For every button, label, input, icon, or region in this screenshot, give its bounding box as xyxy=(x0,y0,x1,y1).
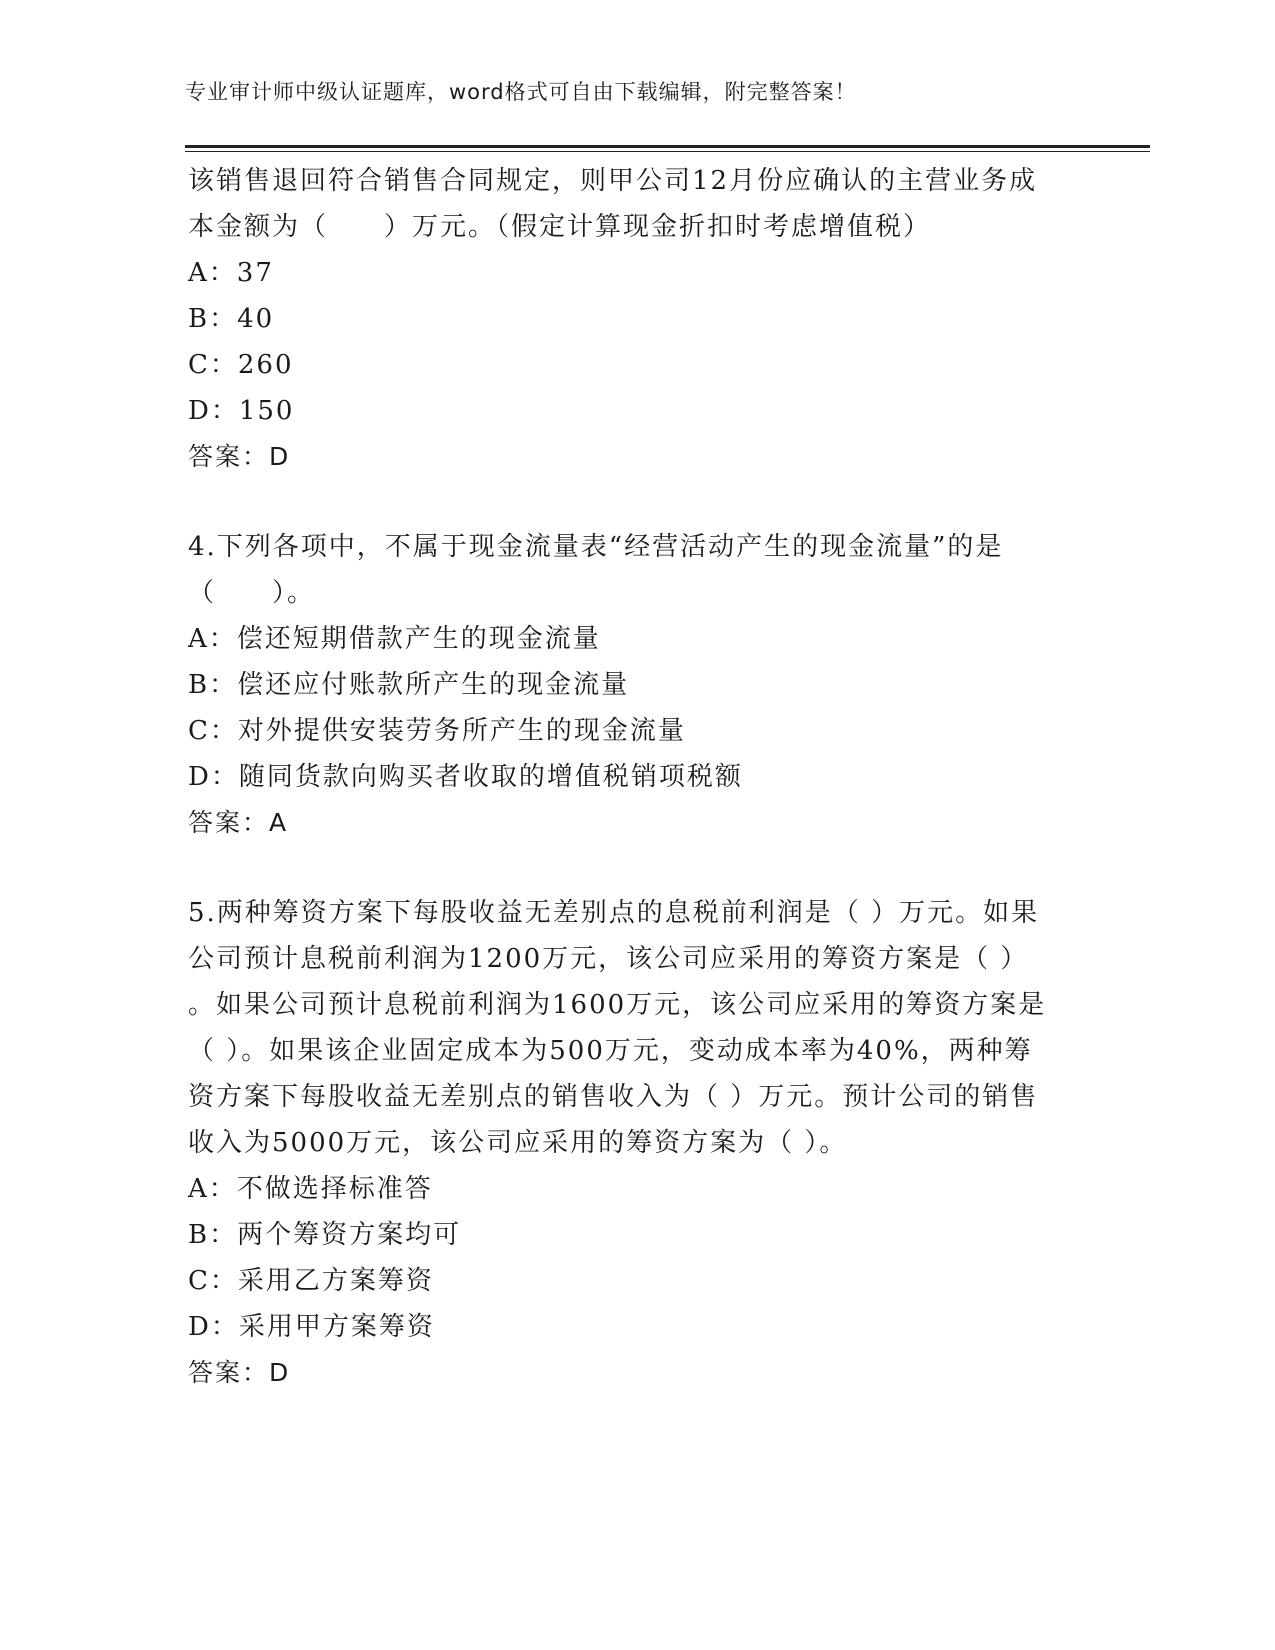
question-content xyxy=(188,158,1068,1396)
question-stem-line: 收入为5000万元，该公司应采用的筹资方案为（ ）。 xyxy=(188,1128,848,1158)
question-3 xyxy=(188,158,1068,480)
question-stem-line: 5.两种筹资方案下每股收益无差别点的息税前利润是（ ）万元。如果 xyxy=(188,898,1040,928)
option-a: A：偿还短期借款产生的现金流量 xyxy=(188,624,601,654)
header-rule-thick xyxy=(185,145,1150,148)
question-stem-line: 公司预计息税前利润为1200万元，该公司应采用的筹资方案是（ ） xyxy=(188,944,1029,974)
question-stem-line: （ ）。 xyxy=(188,578,316,608)
question-stem-line: 本金额为（ ）万元。（假定计算现金折扣时考虑增值税） xyxy=(188,212,932,242)
answer-label: 答案：D xyxy=(188,442,291,471)
option-d: D：150 xyxy=(188,396,295,426)
option-b: B：40 xyxy=(188,304,275,334)
header-rule-thin xyxy=(185,151,1150,152)
question-stem-line: （ ）。如果该企业固定成本为500万元，变动成本率为40%，两种筹 xyxy=(188,1036,1033,1066)
option-a: A：不做选择标准答 xyxy=(188,1174,433,1204)
option-d: D：采用甲方案筹资 xyxy=(188,1312,435,1342)
question-5 xyxy=(188,890,1068,1396)
option-a: A：37 xyxy=(188,258,274,288)
answer-label: 答案：D xyxy=(188,1358,291,1387)
option-d: D：随同货款向购买者收取的增值税销项税额 xyxy=(188,762,743,792)
option-b: B：偿还应付账款所产生的现金流量 xyxy=(188,670,630,700)
question-4 xyxy=(188,524,1068,846)
option-c: C：采用乙方案筹资 xyxy=(188,1266,434,1296)
option-c: C：对外提供安装劳务所产生的现金流量 xyxy=(188,716,686,746)
question-stem-line: 资方案下每股收益无差别点的销售收入为（ ）万元。预计公司的销售 xyxy=(188,1082,1039,1112)
page-header: 专业审计师中级认证题库，word格式可自由下载编辑，附完整答案！ xyxy=(185,80,857,104)
question-stem-line: 该销售退回符合销售合同规定，则甲公司12月份应确认的主营业务成 xyxy=(188,166,1038,196)
question-stem-line: 。如果公司预计息税前利润为1600万元，该公司应采用的筹资方案是 xyxy=(188,990,1047,1020)
question-stem-line: 4.下列各项中，不属于现金流量表“经营活动产生的现金流量”的是 xyxy=(188,532,1004,562)
answer-label: 答案：A xyxy=(188,808,289,837)
option-c: C：260 xyxy=(188,350,294,380)
option-b: B：两个筹资方案均可 xyxy=(188,1220,462,1250)
